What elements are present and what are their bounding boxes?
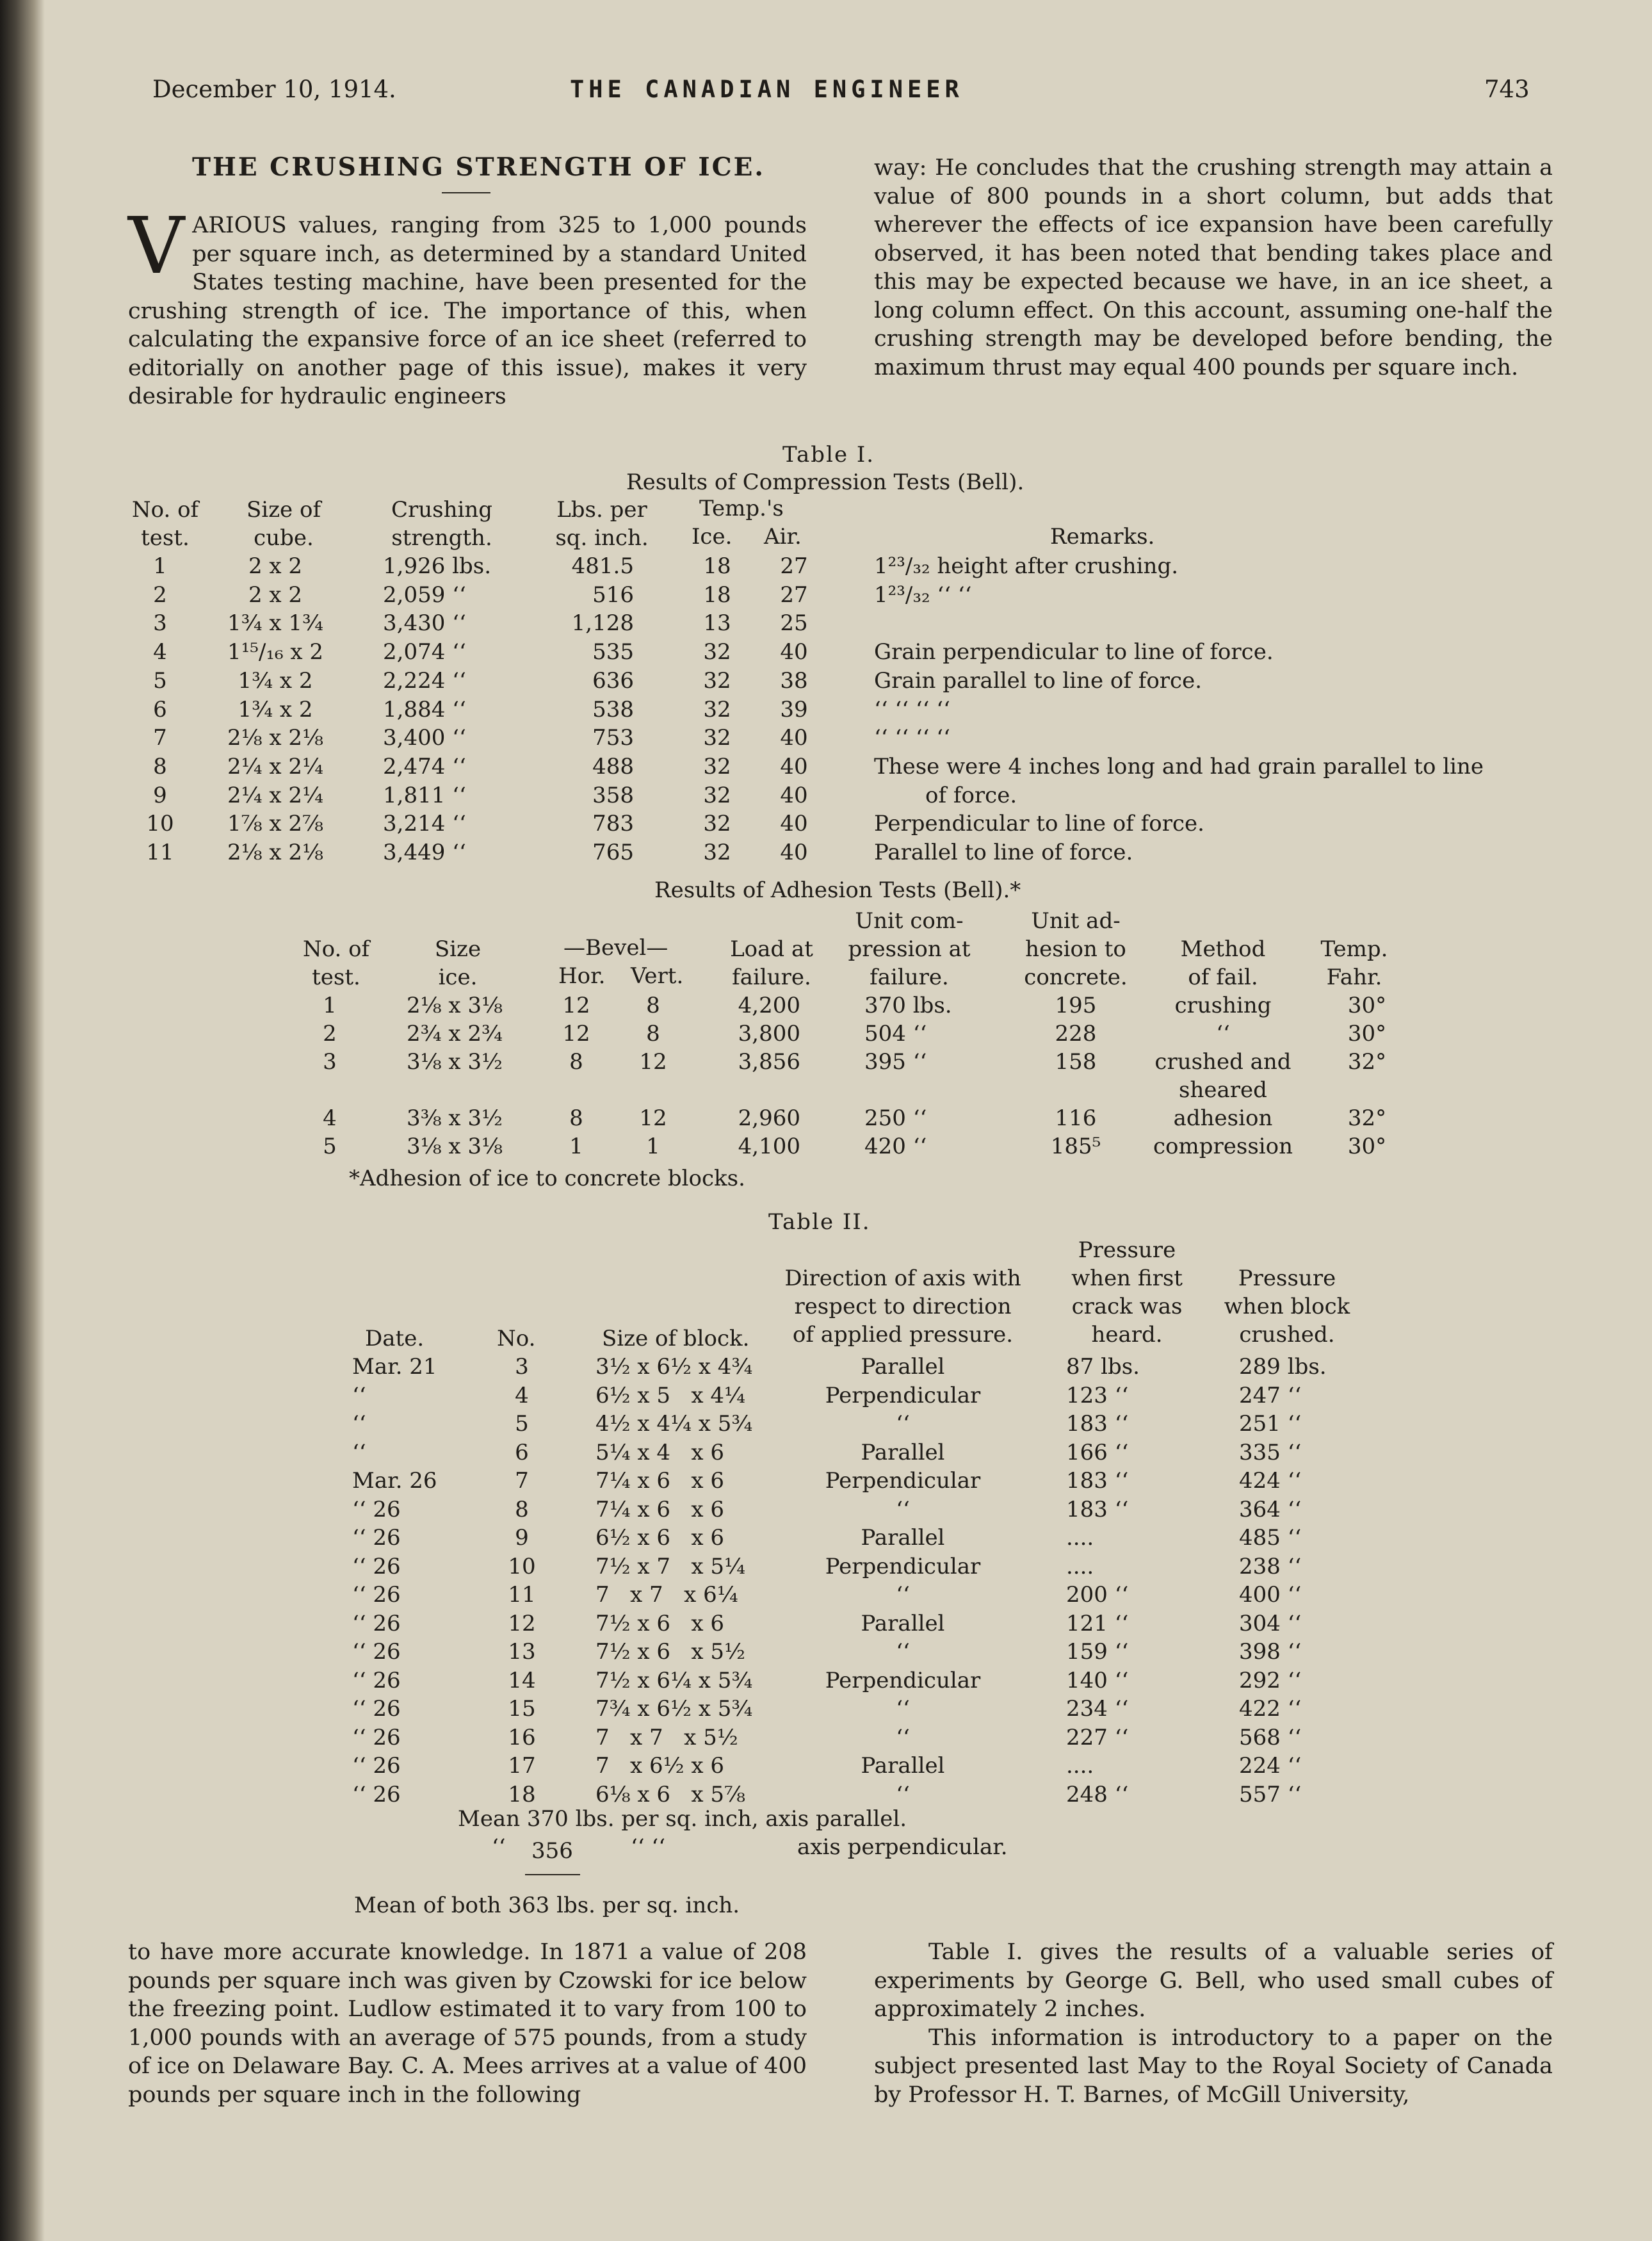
t2-cell-no: 5 [323,1134,337,1159]
t3-cell-direction: ‘‘ [896,1639,910,1665]
t1-h-air: Air. [764,524,802,550]
t2-cell-temp: 30° [1347,993,1387,1018]
t2-h-unitcomp: Unit com- pression at failure. [848,908,971,990]
t1-cell-lbs: 481.5 [571,553,634,579]
t3-cell-crushed: 568 ‘‘ [1239,1725,1302,1750]
t1-cell-no: 6 [153,697,167,722]
t1-cell-remarks: ‘‘ ‘‘ ‘‘ ‘‘ [874,725,950,751]
t1-cell-no: 7 [153,725,167,751]
t2-cell-temp: 32° [1347,1105,1387,1131]
t1-cell-ice: 32 [703,754,731,779]
t3-cell-date: Mar. 21 [352,1354,437,1380]
t3-cell-first: 200 ‘‘ [1066,1582,1129,1608]
t3-cell-direction: Perpendicular [825,1468,981,1494]
t3-h-crushed: Pressure when block crushed. [1224,1266,1350,1348]
t3-cell-size: 7¾ x 6½ x 5¾ [595,1696,753,1722]
t2-h-size: Size ice. [434,936,482,990]
t1-cell-lbs: 358 [592,783,634,808]
t1-cell-air: 40 [780,840,808,865]
t3-cell-date: ‘‘ 26 [352,1668,401,1693]
t1-cell-size: 2¼ x 2¼ [227,754,323,779]
t2-cell-unitcomp: 420 ‘‘ [864,1134,927,1159]
t3-cell-no: 14 [508,1668,536,1693]
t2-h-no: No. of test. [302,936,370,990]
t1-cell-remarks: These were 4 inches long and had grain parallel to line [874,754,1484,779]
t1-cell-remarks: Grain parallel to line of force. [874,668,1203,694]
t2-cell-size: 3⅜ x 3½ [407,1105,503,1131]
t1-cell-lbs: 516 [592,582,634,608]
t3-cell-no: 6 [515,1440,529,1465]
t2-cell-unitcomp: 395 ‘‘ [864,1049,927,1075]
t1-cell-remarks: Grain perpendicular to line of force. [874,639,1274,665]
t1-cell-remarks: Perpendicular to line of force. [874,811,1204,836]
t1-cell-crushing: 3,214 ‘‘ [383,811,466,836]
t2-cell-size: 3⅛ x 3½ [407,1049,503,1075]
t2-cell-hor: 12 [562,993,590,1018]
t3-cell-crushed: 557 ‘‘ [1239,1782,1302,1807]
t1-h-size: Size of cube. [246,497,321,551]
header-page-number: 743 [1484,76,1530,103]
left-bottom-paragraph: to have more accurate knowledge. In 1871 a value of 208 pounds per square inch was given by Czowski for ice below the freezing point. Ludlow estimated it to vary from 100 to 1,000 pounds with an average of 575 pounds, from a study of ice on Delaware Bay. C. A. Mees arrives at a value of 400 pounds per square inch in the following [128,1939,807,2108]
t1-cell-lbs: 1,128 [571,610,634,636]
t2-cell-unitcomp: 370 lbs. [864,993,952,1018]
t2-cell-vert: 12 [639,1105,667,1131]
t3-cell-no: 15 [508,1696,536,1722]
t2-cell-method: crushing [1174,993,1272,1018]
t2-cell-vert: 1 [646,1134,660,1159]
t3-cell-direction: Perpendicular [825,1554,981,1579]
t2-cell-vert: 8 [646,1021,660,1047]
t3-cell-direction: ‘‘ [896,1696,910,1722]
t1-cell-ice: 32 [703,725,731,751]
t3-cell-first: .... [1066,1554,1094,1579]
t3-cell-date: ‘‘ 26 [352,1497,401,1522]
t3-cell-crushed: 238 ‘‘ [1239,1554,1302,1579]
t1-cell-crushing: 2,224 ‘‘ [383,668,466,694]
t3-cell-size: 7½ x 7 x 5¼ [595,1554,745,1579]
t1-cell-ice: 32 [703,840,731,865]
t2-h-method: Method of fail. [1180,936,1266,990]
t3-cell-size: 6½ x 6 x 6 [595,1525,725,1551]
t3-cell-crushed: 224 ‘‘ [1239,1753,1302,1779]
t1-h-no: No. of test. [131,497,199,551]
t1-h-ice: Ice. [692,524,733,550]
t3-cell-date: ‘‘ 26 [352,1525,401,1551]
t1-cell-crushing: 3,400 ‘‘ [383,725,466,751]
t1-cell-no: 11 [146,840,174,865]
t2-cell-no: 2 [323,1021,337,1047]
t1-cell-lbs: 535 [592,639,634,665]
t3-cell-size: 6½ x 5 x 4¼ [595,1383,745,1408]
t1-h-lbs: Lbs. per sq. inch. [555,497,649,551]
t2-cell-load: 3,856 [738,1049,800,1075]
t3-cell-direction: ‘‘ [896,1725,910,1750]
t2-cell-method: compression [1153,1134,1293,1159]
t2-cell-load: 3,800 [738,1021,800,1047]
t3-h-no: No. [497,1326,536,1351]
t1-cell-ice: 32 [703,668,731,694]
book-gutter-shadow [0,0,45,2241]
t1-cell-remarks: 1²³/₃₂ ‘‘ ‘‘ [874,582,972,608]
t1-cell-size: 2 x 2 [248,582,303,608]
t3-cell-size: 3½ x 6½ x 4¾ [595,1354,753,1380]
t1-cell-crushing: 2,059 ‘‘ [383,582,466,608]
t2-cell-unitadh: 228 [1055,1021,1097,1047]
t1-cell-ice: 32 [703,811,731,836]
t3-cell-no: 12 [508,1611,536,1636]
t3-cell-first: 183 ‘‘ [1066,1411,1129,1437]
t3-cell-date: ‘‘ [352,1411,366,1437]
t2-cell-no: 1 [323,993,337,1018]
t3-cell-direction: Parallel [861,1354,945,1380]
t1-cell-air: 40 [780,783,808,808]
t3-cell-direction: ‘‘ [896,1411,910,1437]
t3-cell-first: 234 ‘‘ [1066,1696,1129,1722]
t3-cell-no: 16 [508,1725,536,1750]
t3-h-date: Date. [365,1326,425,1351]
t1-cell-crushing: 2,474 ‘‘ [383,754,466,779]
adhesion-footnote: *Adhesion of ice to concrete blocks. [349,1166,745,1191]
t1-cell-lbs: 488 [592,754,634,779]
t1-cell-ice: 18 [703,582,731,608]
t3-h-first: Pressure when first crack was heard. [1071,1237,1183,1348]
t1-cell-crushing: 2,074 ‘‘ [383,639,466,665]
t1-cell-air: 40 [780,725,808,751]
t3-cell-crushed: 251 ‘‘ [1239,1411,1302,1437]
t3-cell-date: ‘‘ [352,1383,366,1408]
t1-cell-remarks: of force. [925,783,1017,808]
t3-cell-direction: Perpendicular [825,1383,981,1408]
t3-cell-date: ‘‘ 26 [352,1582,401,1608]
t3-cell-date: ‘‘ 26 [352,1639,401,1665]
mean-perp-ditto2: ‘‘ ‘‘ [631,1834,666,1860]
t1-cell-air: 27 [780,553,808,579]
t1-cell-crushing: 1,926 lbs. [383,553,492,579]
t3-cell-date: ‘‘ 26 [352,1782,401,1807]
t1-cell-lbs: 753 [592,725,634,751]
t3-cell-crushed: 485 ‘‘ [1239,1525,1302,1551]
t1-cell-air: 27 [780,582,808,608]
t3-cell-no: 11 [508,1582,536,1608]
adhesion-caption: Results of Adhesion Tests (Bell).* [654,877,1021,903]
t1-cell-no: 4 [153,639,167,665]
t1-h-remarks: Remarks. [1050,524,1155,550]
t1-cell-size: 2 x 2 [248,553,303,579]
t3-cell-first: 183 ‘‘ [1066,1497,1129,1522]
t2-cell-vert: 8 [646,993,660,1018]
t3-cell-size: 7 x 6½ x 6 [595,1753,725,1779]
t1-cell-remarks: 1²³/₃₂ height after crushing. [874,553,1179,579]
t1-cell-air: 40 [780,811,808,836]
intro-text: ARIOUS values, ranging from 325 to 1,000 pounds per square inch, as determined by a standard United States testing machine, have been presented for the crushing strength of ice. The importance of this, when calculating the expansive force of an ice sheet (referred to editorially on another page of this issue), makes it very desirable for hydraulic engineers [128,213,807,409]
t3-cell-first: 123 ‘‘ [1066,1383,1129,1408]
t3-cell-direction: Parallel [861,1440,945,1465]
t1-cell-no: 10 [146,811,174,836]
t3-cell-first: 140 ‘‘ [1066,1668,1129,1693]
t1-cell-no: 2 [153,582,167,608]
t1-cell-crushing: 1,811 ‘‘ [383,783,466,808]
t2-h-unitadh: Unit ad- hesion to concrete. [1024,908,1128,990]
t3-cell-size: 7½ x 6 x 5½ [595,1639,745,1665]
t2-cell-unitcomp: 504 ‘‘ [864,1021,927,1047]
t1-cell-ice: 32 [703,639,731,665]
t1-cell-crushing: 3,430 ‘‘ [383,610,466,636]
t3-cell-crushed: 422 ‘‘ [1239,1696,1302,1722]
t3-cell-direction: Perpendicular [825,1668,981,1693]
table1-label: Table I. [782,442,875,468]
t2-cell-load: 2,960 [738,1105,800,1131]
t1-cell-size: 1¾ x 1¾ [227,610,323,636]
right-bottom-paragraph-2: This information is introductory to a paper on the subject presented last May to the Royal Society of Canada by Professor H. T. Barnes, of McGill University, [874,2025,1553,2108]
t3-cell-crushed: 304 ‘‘ [1239,1611,1302,1636]
t3-cell-size: 7¼ x 6 x 6 [595,1468,725,1494]
t2-cell-no: 3 [323,1049,337,1075]
t1-cell-size: 2¼ x 2¼ [227,783,323,808]
right-bottom-paragraph-1: Table I. gives the results of a valuable series of experiments by George G. Bell, who used small cubes of approximately 2 inches. [874,1939,1553,2022]
t3-cell-no: 3 [515,1354,529,1380]
t1-cell-air: 39 [780,697,808,722]
t3-cell-date: ‘‘ 26 [352,1725,401,1750]
table2-label: Table II. [768,1209,871,1235]
t2-cell-hor: 8 [569,1049,583,1075]
drop-cap: V [128,200,185,291]
t3-cell-date: ‘‘ 26 [352,1696,401,1722]
t3-cell-crushed: 364 ‘‘ [1239,1497,1302,1522]
right-top-paragraph: way: He concludes that the crushing strength may attain a value of 800 pounds in a short column, but adds that wherever the effects of ice expansion have been carefully observed, it has been noted that bending takes place and this may be expected because we have, in an ice sheet, a long column effect. On this account, assuming one-half the crushing strength may be developed before bending, the maximum thrust may equal 400 pounds per square inch. [874,155,1553,380]
t3-cell-size: 5¼ x 4 x 6 [595,1440,725,1465]
t3-cell-no: 7 [515,1468,529,1494]
header-journal-title: THE CANADIAN ENGINEER [570,76,964,103]
intro-paragraph [128,200,807,411]
mean-both: Mean of both 363 lbs. per sq. inch. [354,1893,740,1918]
t3-cell-size: 7½ x 6 x 6 [595,1611,725,1636]
t3-cell-first: 248 ‘‘ [1066,1782,1129,1807]
t1-cell-ice: 32 [703,783,731,808]
t2-cell-hor: 8 [569,1105,583,1131]
t3-cell-first: 87 lbs. [1066,1354,1140,1380]
t2-cell-unitadh: 116 [1055,1105,1097,1131]
t2-cell-vert: 12 [639,1049,667,1075]
mean-perp-value: 356 [531,1838,573,1864]
t1-cell-size: 1¹⁵/₁₆ x 2 [227,639,324,665]
t3-cell-size: 7 x 7 x 5½ [595,1725,738,1750]
t1-cell-air: 25 [780,610,808,636]
t1-cell-ice: 18 [703,553,731,579]
t3-cell-direction: ‘‘ [896,1497,910,1522]
t3-cell-first: 159 ‘‘ [1066,1639,1129,1665]
t3-cell-no: 8 [515,1497,529,1522]
t3-cell-crushed: 247 ‘‘ [1239,1383,1302,1408]
article-title: THE CRUSHING STRENGTH OF ICE. [192,152,765,182]
t1-cell-no: 8 [153,754,167,779]
t3-cell-size: 4½ x 4¼ x 5¾ [595,1411,753,1437]
t2-cell-method: ‘‘ [1216,1021,1230,1047]
right-column-top [874,154,1553,382]
t2-cell-unitadh: 158 [1055,1049,1097,1075]
t1-cell-size: 1¾ x 2 [238,697,313,722]
t2-cell-load: 4,100 [738,1134,800,1159]
t2-cell-temp: 30° [1347,1021,1387,1047]
t3-cell-size: 7 x 7 x 6¼ [595,1582,738,1608]
t2-h-load: Load at failure. [730,936,813,990]
t2-cell-method: adhesion [1173,1105,1273,1131]
t2-h-bevel: —Bevel— [563,935,668,961]
t1-cell-remarks: Parallel to line of force. [874,840,1133,865]
t3-cell-date: ‘‘ 26 [352,1611,401,1636]
t3-cell-date: ‘‘ 26 [352,1554,401,1579]
t2-cell-size: 2⅛ x 3⅛ [407,993,503,1018]
t1-cell-remarks: ‘‘ ‘‘ ‘‘ ‘‘ [874,697,950,722]
t1-cell-no: 5 [153,668,167,694]
t3-cell-no: 13 [508,1639,536,1665]
mean-perp-label: axis perpendicular. [797,1834,1008,1860]
t2-cell-size: 3⅛ x 3⅛ [407,1134,503,1159]
t3-cell-direction: Parallel [861,1525,945,1551]
t3-cell-direction: Parallel [861,1753,945,1779]
t2-cell-method: crushed and [1154,1049,1292,1075]
t3-cell-date: Mar. 26 [352,1468,437,1494]
table1-caption: Results of Compression Tests (Bell). [626,469,1024,495]
t3-cell-date: ‘‘ [352,1440,366,1465]
t3-cell-direction: ‘‘ [896,1782,910,1807]
t1-cell-lbs: 636 [592,668,634,694]
title-rule [442,192,490,193]
t3-cell-crushed: 400 ‘‘ [1239,1582,1302,1608]
t3-cell-no: 9 [515,1525,529,1551]
t2-cell-method-line2: sheared [1179,1077,1267,1103]
t1-cell-lbs: 783 [592,811,634,836]
header-date: December 10, 1914. [152,76,396,103]
t1-cell-size: 1¾ x 2 [238,668,313,694]
t3-cell-first: 227 ‘‘ [1066,1725,1129,1750]
t2-cell-unitadh: 195 [1055,993,1097,1018]
t2-cell-temp: 30° [1347,1134,1387,1159]
left-column-bottom [128,1938,807,2109]
t3-cell-crushed: 398 ‘‘ [1239,1639,1302,1665]
t1-cell-air: 40 [780,754,808,779]
t1-cell-ice: 32 [703,697,731,722]
t2-cell-no: 4 [323,1105,337,1131]
t1-cell-size: 1⅞ x 2⅞ [227,811,323,836]
t1-cell-ice: 13 [703,610,731,636]
t3-cell-direction: ‘‘ [896,1582,910,1608]
t2-cell-hor: 1 [569,1134,583,1159]
t1-h-crushing: Crushing strength. [391,497,493,551]
t3-cell-size: 6⅛ x 6 x 5⅞ [595,1782,745,1807]
t3-cell-no: 10 [508,1554,536,1579]
mean-parallel: Mean 370 lbs. per sq. inch, axis parallel. [458,1806,907,1832]
t2-cell-load: 4,200 [738,993,800,1018]
t1-cell-no: 3 [153,610,167,636]
t1-cell-lbs: 765 [592,840,634,865]
t3-cell-size: 7¼ x 6 x 6 [595,1497,725,1522]
t2-cell-unitadh: 185⁵ [1050,1134,1101,1159]
t2-cell-unitcomp: 250 ‘‘ [864,1105,927,1131]
t1-cell-size: 2⅛ x 2⅛ [227,725,323,751]
mean-rule [525,1874,580,1875]
t1-cell-air: 40 [780,639,808,665]
t3-cell-first: .... [1066,1525,1094,1551]
right-column-bottom [874,1938,1553,2109]
t2-h-vert: Vert. [631,963,684,989]
mean-perp-ditto: ‘‘ [492,1834,506,1860]
t1-cell-size: 2⅛ x 2⅛ [227,840,323,865]
t3-cell-first: 121 ‘‘ [1066,1611,1129,1636]
t1-cell-lbs: 538 [592,697,634,722]
t3-cell-crushed: 289 lbs. [1239,1354,1327,1380]
t3-cell-first: 183 ‘‘ [1066,1468,1129,1494]
t2-h-temp: Temp. Fahr. [1320,936,1388,990]
t1-cell-crushing: 1,884 ‘‘ [383,697,466,722]
t3-cell-date: ‘‘ 26 [352,1753,401,1779]
t2-cell-temp: 32° [1347,1049,1387,1075]
t3-cell-crushed: 335 ‘‘ [1239,1440,1302,1465]
t3-cell-first: .... [1066,1753,1094,1779]
t1-h-temps: Temp.'s [699,496,784,521]
t3-cell-no: 17 [508,1753,536,1779]
t3-cell-crushed: 292 ‘‘ [1239,1668,1302,1693]
t3-cell-no: 18 [508,1782,536,1807]
t1-cell-air: 38 [780,668,808,694]
t3-cell-direction: Parallel [861,1611,945,1636]
t2-cell-hor: 12 [562,1021,590,1047]
t3-cell-first: 166 ‘‘ [1066,1440,1129,1465]
t3-cell-no: 5 [515,1411,529,1437]
t1-cell-no: 9 [153,783,167,808]
t2-h-hor: Hor. [558,963,606,989]
t3-h-size: Size of block. [602,1326,750,1351]
t3-h-direction: Direction of axis with respect to direction of applied pressure. [784,1266,1021,1348]
t2-cell-size: 2¾ x 2¾ [407,1021,503,1047]
t3-cell-no: 4 [515,1383,529,1408]
t1-cell-crushing: 3,449 ‘‘ [383,840,466,865]
t3-cell-size: 7½ x 6¼ x 5¾ [595,1668,753,1693]
t3-cell-crushed: 424 ‘‘ [1239,1468,1302,1494]
t1-cell-no: 1 [153,553,167,579]
